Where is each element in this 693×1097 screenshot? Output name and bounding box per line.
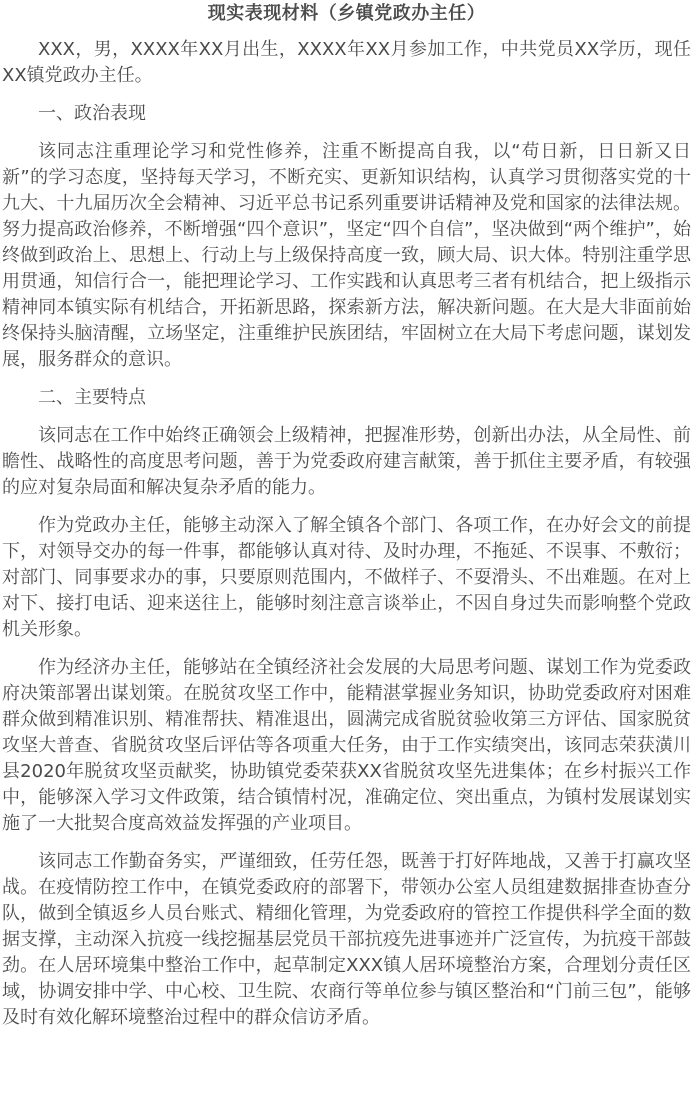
political-paragraph: 该同志注重理论学习和党性修养，注重不断提高自我，以“苟日新，日日新又日新”的学习态度，坚持每天学习，不断充实、更新知识结构，认真学习贯彻落实党的十九大、十九届历次全会精神、习近平总书记系列重要讲话精神及党和国家的法律法规。努力提高政治修养，不断增强“四个意识”，坚定“四个自信”，坚决做到“两个维护”，始终做到政治上、思想上、行动上与上级保持高度一致，顾大局、识大体。特别注重学思用贯通，知信行合一，能把理论学习、工作实践和认真思考三者有机结合，把上级指示精神同本镇实际有机结合，开拓新思路，探索新方法，解决新问题。在大是大非面前始终保持头脑清醒，立场坚定，注重维护民族团结，牢固树立在大局下考虑问题，谋划发展，服务群众的意识。 [2,141,691,370]
section-heading-political: 一、政治表现 [38,103,146,124]
intro-paragraph: XXX，男，XXXX年XX月出生，XXXX年XX月参加工作，中共党员XX学历，现任XX镇党政办主任。 [2,39,691,86]
section-heading-features: 二、主要特点 [38,387,146,408]
features-paragraph-2: 作为党政办主任，能够主动深入了解全镇各个部门、各项工作，在办好会文的前提下，对领导交办的每一件事，都能够认真对待、及时办理，不拖延、不误事、不敷衍；对部门、同事要求办的事，只要原则范围内，不做样子、不耍滑头、不出难题。在对上对下、接打电话、迎来送往上，能够时刻注意言谈举止，不因自身过失而影响整个党政机关形象。 [2,515,691,640]
features-paragraph-3: 作为经济办主任，能够站在全镇经济社会发展的大局思考问题、谋划工作为党委政府决策部署出谋划策。在脱贫攻坚工作中，能精湛掌握业务知识，协助党委政府对困难群众做到精准识别、精准帮扶、精准退出，圆满完成省脱贫验收第三方评估、国家脱贫攻坚大普查、省脱贫攻坚后评估等各项重大任务，由于工作实绩突出，该同志荣获潢川县2020年脱贫攻坚贡献奖，协助镇党委荣获XX省脱贫攻坚先进集体；在乡村振兴工作中，能够深入学习文件政策，结合镇情村况，准确定位、突出重点，为镇村发展谋划实施了一大批契合度高效益发挥强的产业项目。 [2,657,691,834]
features-paragraph-4: 该同志工作勤奋务实，严谨细致，任劳任怨，既善于打好阵地战，又善于打赢攻坚战。在疫情防控工作中，在镇党委政府的部署下，带领办公室人员组建数据排查协查分队，做到全镇返乡人员台账式、精细化管理，为党委政府的管控工作提供科学全面的数据支撑，主动深入抗疫一线挖掘基层党员干部抗疫先进事迹并广泛宣传，为抗疫干部鼓劲。在人居环境集中整治工作中，起草制定XXX镇人居环境整治方案，合理划分责任区域，协调安排中学、中心校、卫生院、农商行等单位参与镇区整治和“门前三包”，能够及时有效化解环境整治过程中的群众信访矛盾。 [2,851,691,1028]
document-title: 现实表现材料（乡镇党政办主任） [207,3,486,24]
features-paragraph-1: 该同志在工作中始终正确领会上级精神，把握准形势，创新出办法，从全局性、前瞻性、战略性的高度思考问题，善于为党委政府建言献策，善于抓住主要矛盾，有较强的应对复杂局面和解决复杂矛盾的能力。 [2,425,691,498]
